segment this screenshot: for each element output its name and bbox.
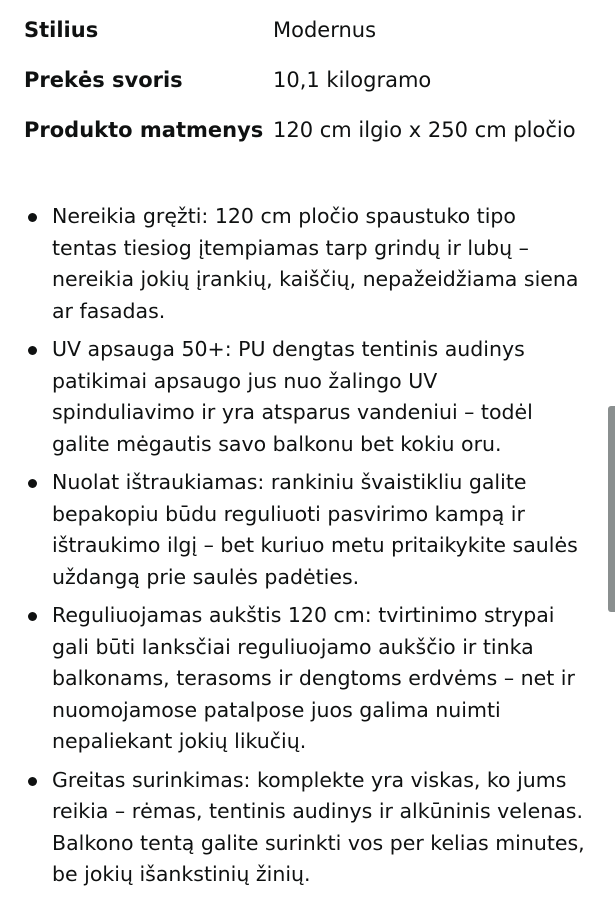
bullet-text: Greitas surinkimas: komplekte yra viskas, ko jums reikia – rėmas, tentinis audinys ir alkūninis velenas. Balkono tentą galite surinkti vos per kelias minutes, be jokių išankstinių žinių. xyxy=(52,767,585,886)
bullet-dot-icon xyxy=(28,612,37,621)
bullet-text: Reguliuojamas aukštis 120 cm: tvirtinimo strypai gali būti lanksčiai reguliuojamo aukščio ir tinka balkonams, terasoms ir dengtoms erdvėms – net ir nuomojamose patalpose juos galima nuimti nepaliekant jokių likučių. xyxy=(52,603,575,753)
spec-label: Prekės svoris xyxy=(24,68,183,92)
bullet-text: UV apsauga 50+: PU dengtas tentinis audinys patikimai apsaugo jus nuo žalingo UV spinduliavimo ir yra atsparus vandeniui – todėl galite mėgautis savo balkonu bet kokiu oru. xyxy=(52,337,533,456)
spec-value: 120 cm ilgio x 250 cm pločio xyxy=(273,118,576,142)
bullet-text: Nuolat ištraukiamas: rankiniu švaistikliu galite bepakopiu būdu reguliuoti pasvirimo kampą ir ištraukimo ilgį – bet kuriuo metu pritaikykite saulės uždangą prie saulės padėties. xyxy=(52,470,578,589)
scrollbar-thumb[interactable] xyxy=(608,406,615,612)
spec-value: 10,1 kilogramo xyxy=(273,68,432,92)
bullet-dot-icon xyxy=(28,346,37,355)
feature-bullet-no-drilling xyxy=(26,201,586,327)
bullet-dot-icon xyxy=(28,479,37,488)
bullet-dot-icon xyxy=(28,213,37,222)
feature-bullet-retractable xyxy=(26,467,586,593)
product-specs-table xyxy=(24,14,594,164)
spec-row-style xyxy=(24,14,594,46)
bullet-dot-icon xyxy=(28,777,37,786)
spec-row-weight xyxy=(24,64,594,96)
feature-bullet-quick-assembly xyxy=(26,765,586,891)
feature-bullet-list xyxy=(26,201,586,898)
feature-bullet-uv-protection xyxy=(26,334,586,460)
spec-row-dimensions xyxy=(24,114,594,146)
spec-value: Modernus xyxy=(273,18,377,42)
spec-label: Produkto matmenys xyxy=(24,118,264,142)
feature-bullet-adjustable-height xyxy=(26,600,586,758)
spec-label: Stilius xyxy=(24,18,99,42)
bullet-text: Nereikia gręžti: 120 cm pločio spaustuko tipo tentas tiesiog įtempiamas tarp grindų ir lubų – nereikia jokių įrankių, kaiščių, nepažeidžiama siena ar fasadas. xyxy=(52,204,579,323)
